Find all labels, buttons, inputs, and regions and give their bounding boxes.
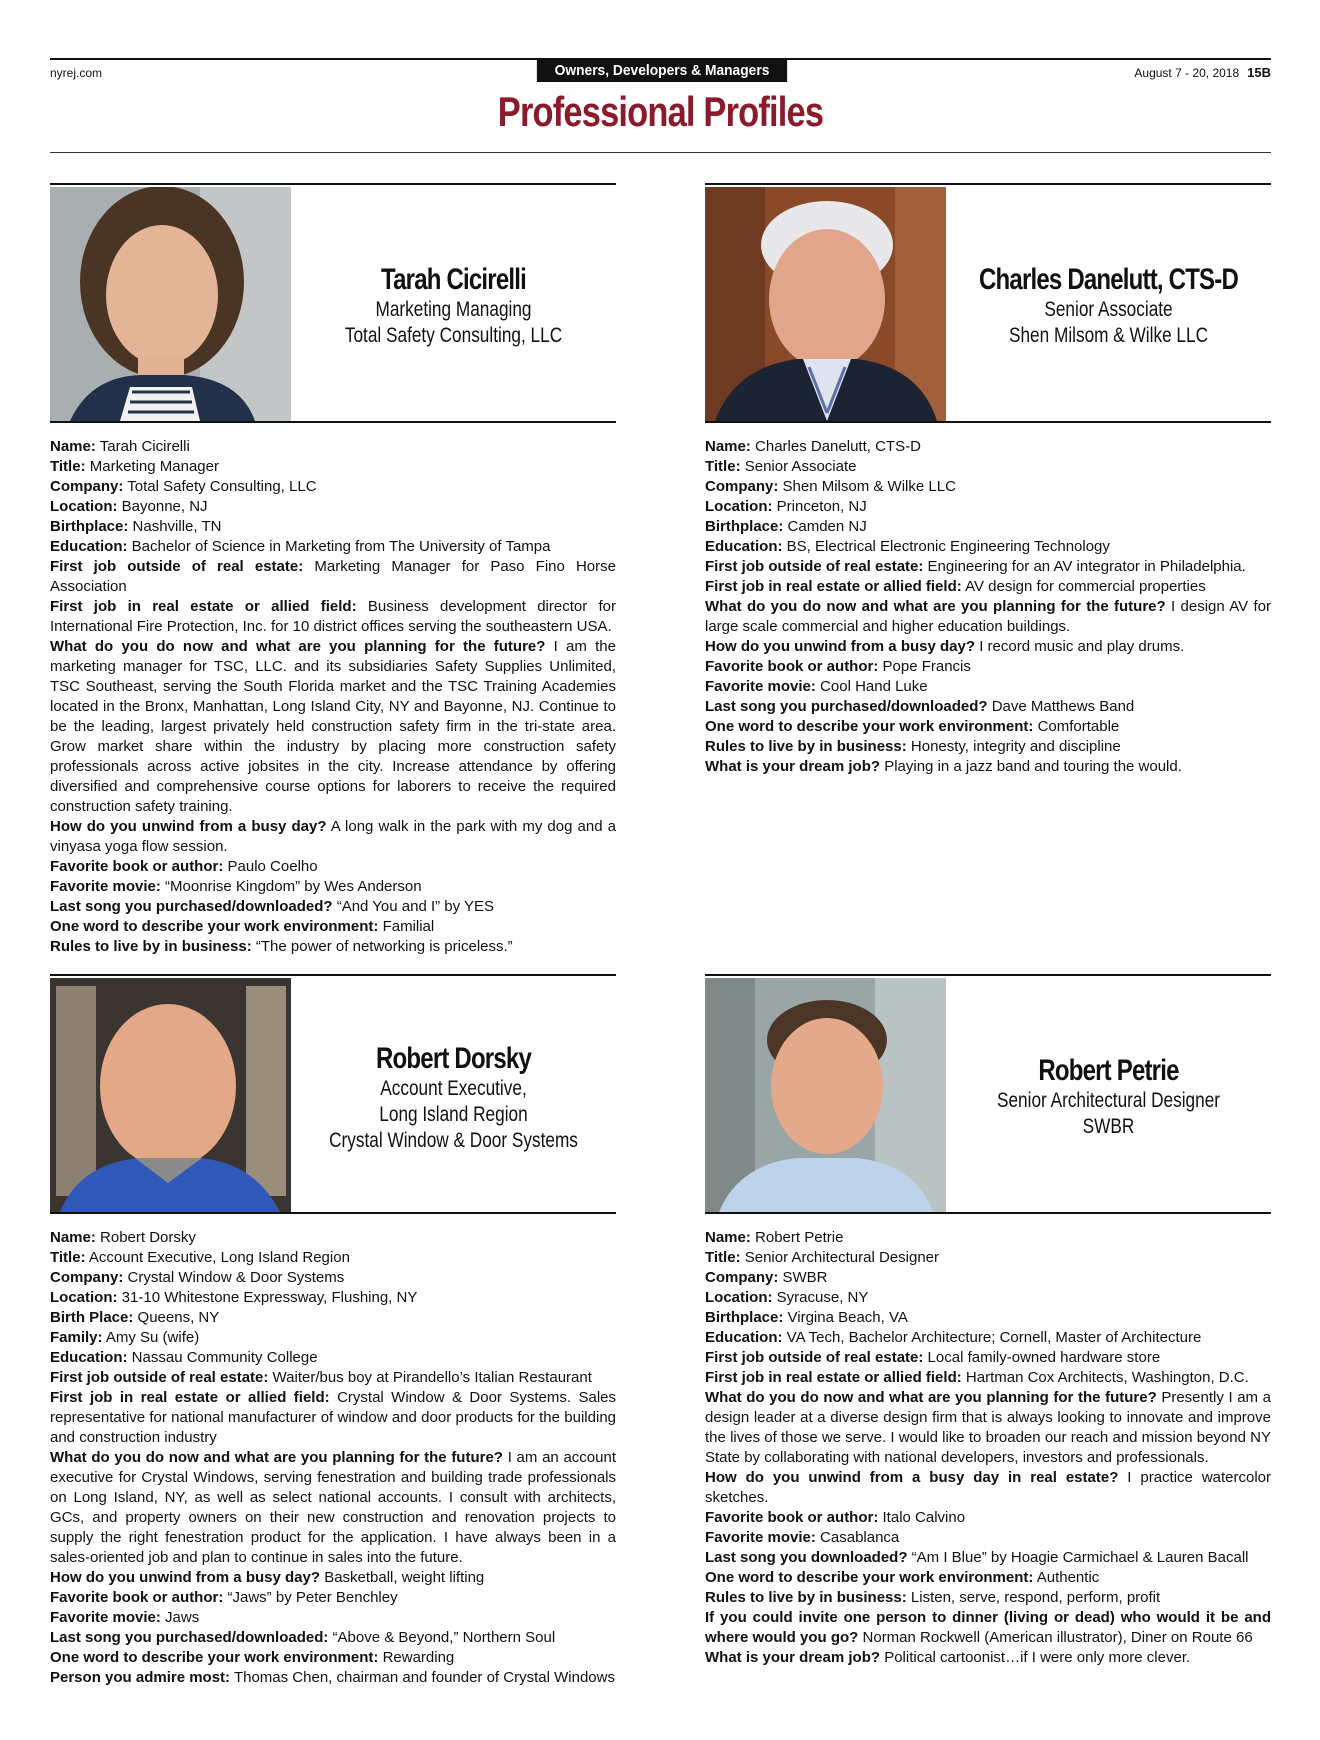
qa-answer: I am an account executive for Crystal Windows, serving fenestration and building trade professionals on Long Island, NY, as well as select national accounts. I consult with architects, GCs, and property owners on their new construction and renovation projects to supply the right fenestration product for the application. I have always been in a sales-oriented job and plan to continue in sales into the future.: [50, 1449, 616, 1566]
qa-question: Person you admire most:: [50, 1669, 231, 1686]
qa-item: [50, 537, 616, 557]
qa-answer: I practice watercolor sketches.: [705, 1469, 1272, 1506]
profile-qa: [50, 437, 616, 957]
qa-item: [50, 1288, 616, 1308]
qa-item: [705, 577, 1271, 597]
qa-question: How do you unwind from a busy day in real estate?: [705, 1469, 1119, 1486]
qa-question: Title:: [50, 1249, 86, 1266]
qa-question: First job outside of real estate:: [705, 558, 924, 575]
profile-qa: [705, 437, 1271, 777]
qa-question: Company:: [705, 478, 779, 495]
qa-answer: Rewarding: [382, 1649, 455, 1666]
qa-answer: Tarah Cicirelli: [99, 438, 190, 455]
qa-question: Name:: [50, 1229, 96, 1246]
profile-name: Charles Danelutt, CTS-D: [979, 263, 1238, 296]
qa-question: First job in real estate or allied field:: [705, 578, 962, 595]
qa-item: [50, 857, 616, 877]
qa-answer: Marketing Manager: [89, 458, 219, 475]
qa-item: [705, 1348, 1271, 1368]
qa-answer: Account Executive, Long Island Region: [88, 1249, 350, 1266]
qa-answer: Listen, serve, respond, perform, profit: [910, 1589, 1161, 1606]
qa-item: [50, 497, 616, 517]
qa-question: Education:: [50, 1349, 128, 1366]
qa-question: What is your dream job?: [705, 1649, 881, 1666]
qa-answer: Dave Matthews Band: [991, 698, 1135, 715]
qa-item: [705, 497, 1271, 517]
qa-question: Favorite movie:: [705, 678, 816, 695]
qa-question: Favorite movie:: [50, 1609, 161, 1626]
qa-question: Location:: [50, 1289, 118, 1306]
qa-answer: “And You and I” by YES: [336, 898, 495, 915]
qa-item: [705, 537, 1271, 557]
qa-answer: Playing in a jazz band and touring the would.: [884, 758, 1182, 775]
qa-answer: Hartman Cox Architects, Washington, D.C.: [965, 1369, 1249, 1386]
qa-item: [705, 1268, 1271, 1288]
qa-question: Title:: [705, 458, 741, 475]
qa-answer: Comfortable: [1037, 718, 1120, 735]
qa-item: [705, 1528, 1271, 1548]
qa-question: Title:: [705, 1249, 741, 1266]
qa-answer: 31-10 Whitestone Expressway, Flushing, NY: [121, 1289, 418, 1306]
profile-banner: [705, 183, 1271, 423]
profile-heading: [291, 1042, 616, 1154]
qa-item: [50, 517, 616, 537]
qa-answer: Camden NJ: [787, 518, 867, 535]
qa-item: [50, 1388, 616, 1448]
qa-item: [705, 697, 1271, 717]
qa-answer: “Above & Beyond,” Northern Soul: [332, 1629, 556, 1646]
profile-heading: [946, 1054, 1271, 1140]
qa-item: [50, 437, 616, 457]
qa-answer: Familial: [382, 918, 435, 935]
site-name: nyrej.com: [50, 66, 103, 80]
qa-answer: Nassau Community College: [131, 1349, 318, 1366]
qa-answer: I am the marketing manager for TSC, LLC. and its subsidiaries Safety Supplies Unlimited, TSC Southeast, serving the South Florida market and the TSC Training Academies located in the Bronx, Manhattan, Long Island City, NY and Bayonne, NJ. Continue to be the leading, largest privately held construction safety firm in the tri-state area. Grow market share within the industry by placing more construction safety professionals across active jobsites in the city. Increase attendance by offering diversified and comprehensive course options for laborers to receive the required construction safety training.: [50, 638, 616, 815]
qa-answer: Nashville, TN: [132, 518, 222, 535]
qa-item: [705, 737, 1271, 757]
qa-answer: I design AV for large scale commercial and higher education buildings.: [705, 598, 1271, 635]
qa-question: Title:: [50, 458, 86, 475]
qa-item: [705, 1388, 1271, 1468]
profile-role-line: Long Island Region: [379, 1103, 528, 1126]
qa-item: [50, 477, 616, 497]
qa-item: [50, 1348, 616, 1368]
qa-item: [50, 1648, 616, 1668]
qa-answer: Paulo Coelho: [227, 858, 318, 875]
qa-question: Birthplace:: [705, 518, 784, 535]
qa-question: One word to describe your work environment:: [50, 918, 379, 935]
qa-item: [705, 517, 1271, 537]
qa-question: One word to describe your work environment:: [50, 1649, 379, 1666]
qa-question: What do you do now and what are you planning for the future?: [705, 1389, 1157, 1406]
qa-item: [705, 1288, 1271, 1308]
qa-question: First job outside of real estate:: [50, 1369, 269, 1386]
profile-name: Tarah Cicirelli: [381, 263, 526, 296]
qa-item: [705, 1248, 1271, 1268]
qa-item: [705, 677, 1271, 697]
page-header: [50, 58, 1271, 84]
qa-item: [50, 1668, 616, 1688]
qa-question: First job in real estate or allied field:: [705, 1369, 962, 1386]
qa-question: How do you unwind from a busy day?: [705, 638, 976, 655]
qa-item: [705, 1588, 1271, 1608]
profile-banner: [50, 183, 616, 423]
qa-item: [705, 457, 1271, 477]
qa-answer: Virgina Beach, VA: [787, 1309, 908, 1326]
profile-role-line: Shen Milsom & Wilke LLC: [1008, 324, 1209, 347]
issue-date: [1134, 65, 1271, 80]
qa-answer: Norman Rockwell (American illustrator), Diner on Route 66: [862, 1629, 1253, 1646]
profile-name: Robert Petrie: [1038, 1054, 1179, 1087]
qa-question: One word to describe your work environment:: [705, 1569, 1034, 1586]
qa-answer: Syracuse, NY: [776, 1289, 869, 1306]
profile-heading: [946, 263, 1271, 349]
section-label: Owners, Developers & Managers: [537, 60, 787, 82]
profile-role-line: Total Safety Consulting, LLC: [344, 324, 563, 347]
qa-item: [50, 1228, 616, 1248]
qa-item: [50, 1568, 616, 1588]
qa-item: [50, 917, 616, 937]
portrait-photo: [50, 978, 291, 1212]
qa-answer: A long walk in the park with my dog and a vinyasa yoga flow session.: [50, 818, 616, 855]
qa-answer: “Jaws” by Peter Benchley: [227, 1589, 398, 1606]
qa-answer: Marketing Manager for Paso Fino Horse Association: [50, 558, 616, 595]
qa-answer: Presently I am a design leader at a diverse design firm that is always looking to innovate and improve the lives of those we serve. I would like to broaden our reach and mission beyond NY State by collaborating with national developers, investors and professionals.: [705, 1389, 1271, 1466]
qa-item: [705, 1328, 1271, 1348]
qa-question: What is your dream job?: [705, 758, 881, 775]
qa-item: [705, 477, 1271, 497]
qa-answer: Robert Petrie: [755, 1229, 844, 1246]
qa-item: [705, 757, 1271, 777]
qa-answer: Bayonne, NJ: [121, 498, 208, 515]
qa-answer: Local family-owned hardware store: [927, 1349, 1161, 1366]
qa-answer: Waiter/bus boy at Pirandello’s Italian Restaurant: [272, 1369, 592, 1386]
qa-answer: BS, Electrical Electronic Engineering Technology: [786, 538, 1110, 555]
qa-item: [50, 1628, 616, 1648]
qa-item: [705, 557, 1271, 577]
qa-answer: VA Tech, Bachelor Architecture; Cornell, Master of Architecture: [786, 1329, 1202, 1346]
profile-banner: [705, 974, 1271, 1214]
qa-answer: Business development director for International Fire Protection, Inc. for 10 district offices serving the southeastern USA.: [50, 598, 617, 635]
qa-question: Favorite book or author:: [50, 1589, 224, 1606]
qa-item: [50, 1248, 616, 1268]
qa-question: Birthplace:: [705, 1309, 784, 1326]
qa-item: [705, 437, 1271, 457]
qa-answer: Senior Architectural Designer: [744, 1249, 939, 1266]
qa-question: Education:: [50, 538, 128, 555]
qa-question: What do you do now and what are you planning for the future?: [705, 598, 1166, 615]
qa-question: Last song you purchased/downloaded:: [50, 1629, 329, 1646]
qa-answer: Shen Milsom & Wilke LLC: [782, 478, 956, 495]
qa-answer: “The power of networking is priceless.”: [255, 938, 513, 955]
profile-role-line: SWBR: [1082, 1115, 1135, 1138]
qa-item: [50, 557, 616, 597]
qa-question: Company:: [50, 1269, 124, 1286]
qa-question: Rules to live by in business:: [705, 738, 907, 755]
qa-item: [50, 1588, 616, 1608]
qa-question: Last song you downloaded?: [705, 1549, 908, 1566]
profile-role-line: Senior Architectural Designer: [996, 1089, 1221, 1112]
qa-item: [50, 1448, 616, 1568]
qa-question: How do you unwind from a busy day?: [50, 1569, 321, 1586]
qa-item: [705, 1308, 1271, 1328]
qa-item: [50, 1268, 616, 1288]
profile-role-line: Crystal Window & Door Systems: [329, 1129, 578, 1152]
qa-question: Company:: [50, 478, 124, 495]
qa-item: [705, 1568, 1271, 1588]
qa-answer: Princeton, NJ: [776, 498, 867, 515]
qa-answer: Charles Danelutt, CTS-D: [755, 438, 921, 455]
qa-answer: Total Safety Consulting, LLC: [127, 478, 317, 495]
qa-question: Favorite book or author:: [705, 1509, 879, 1526]
qa-question: Name:: [50, 438, 96, 455]
qa-question: First job outside of real estate:: [50, 558, 304, 575]
profile-banner: [50, 974, 616, 1214]
profile-name: Robert Dorsky: [376, 1042, 531, 1075]
profile-qa: [50, 1228, 616, 1688]
qa-question: Company:: [705, 1269, 779, 1286]
qa-answer: Honesty, integrity and discipline: [910, 738, 1121, 755]
qa-answer: “Moonrise Kingdom” by Wes Anderson: [165, 878, 422, 895]
qa-question: Favorite movie:: [50, 878, 161, 895]
qa-question: Name:: [705, 438, 751, 455]
qa-item: [50, 457, 616, 477]
qa-item: [705, 717, 1271, 737]
qa-item: [50, 1328, 616, 1348]
page-title: Professional Profiles: [497, 88, 824, 135]
qa-answer: Robert Dorsky: [100, 1229, 196, 1246]
profile-qa: [705, 1228, 1271, 1668]
qa-item: [50, 897, 616, 917]
qa-question: Rules to live by in business:: [705, 1589, 907, 1606]
qa-question: Favorite book or author:: [705, 658, 879, 675]
qa-question: Name:: [705, 1229, 751, 1246]
qa-answer: Amy Su (wife): [105, 1329, 200, 1346]
profile-role-line: Marketing Managing: [375, 298, 532, 321]
qa-answer: Pope Francis: [882, 658, 971, 675]
profile-charles-danelutt: [705, 183, 1271, 777]
qa-answer: Political cartoonist…if I were only more clever.: [884, 1649, 1191, 1666]
qa-item: [705, 597, 1271, 637]
qa-question: Education:: [705, 538, 783, 555]
qa-item: [705, 1508, 1271, 1528]
qa-question: First job outside of real estate:: [705, 1349, 924, 1366]
qa-answer: Italo Calvino: [882, 1509, 966, 1526]
qa-item: [705, 1648, 1271, 1668]
qa-answer: Bachelor of Science in Marketing from The University of Tampa: [131, 538, 551, 555]
portrait-photo: [50, 187, 291, 421]
qa-question: One word to describe your work environment:: [705, 718, 1034, 735]
qa-question: What do you do now and what are you planning for the future?: [50, 1449, 503, 1466]
qa-item: [705, 1548, 1271, 1568]
qa-answer: Crystal Window & Door Systems: [127, 1269, 345, 1286]
portrait-photo: [705, 187, 946, 421]
qa-item: [50, 1368, 616, 1388]
qa-answer: Basketball, weight lifting: [324, 1569, 485, 1586]
title-divider: [50, 152, 1271, 153]
qa-question: Education:: [705, 1329, 783, 1346]
qa-question: First job in real estate or allied field:: [50, 1389, 330, 1406]
qa-answer: Authentic: [1036, 1569, 1100, 1586]
issue-date-text: August 7 - 20, 2018: [1134, 66, 1240, 80]
qa-question: Location:: [705, 498, 773, 515]
qa-answer: Queens, NY: [137, 1309, 220, 1326]
qa-question: Favorite book or author:: [50, 858, 224, 875]
qa-question: Birth Place:: [50, 1309, 134, 1326]
profile-robert-petrie: [705, 974, 1271, 1668]
qa-question: Location:: [50, 498, 118, 515]
qa-answer: “Am I Blue” by Hoagie Carmichael & Lauren Bacall: [911, 1549, 1249, 1566]
qa-question: First job in real estate or allied field:: [50, 598, 357, 615]
qa-item: [50, 937, 616, 957]
qa-answer: Senior Associate: [744, 458, 857, 475]
qa-answer: I record music and play drums.: [979, 638, 1185, 655]
qa-answer: Casablanca: [820, 1529, 900, 1546]
qa-answer: Engineering for an AV integrator in Philadelphia.: [927, 558, 1246, 575]
qa-answer: Cool Hand Luke: [820, 678, 928, 695]
qa-answer: Crystal Window & Door Systems. Sales representative for national manufacturer of window and door products for the building and construction industry: [50, 1389, 617, 1446]
qa-answer: Jaws: [165, 1609, 200, 1626]
qa-question: Location:: [705, 1289, 773, 1306]
qa-item: [705, 657, 1271, 677]
qa-answer: SWBR: [782, 1269, 828, 1286]
qa-question: What do you do now and what are you planning for the future?: [50, 638, 546, 655]
profile-role-line: Account Executive,: [380, 1077, 527, 1100]
page-number: 15B: [1247, 65, 1271, 80]
qa-question: If you could invite one person to dinner (living or dead) who would it be and where would you go?: [705, 1609, 1271, 1646]
profile-role-line: Senior Associate: [1044, 298, 1173, 321]
qa-answer: AV design for commercial properties: [965, 578, 1206, 595]
qa-question: Favorite movie:: [705, 1529, 816, 1546]
qa-item: [705, 637, 1271, 657]
qa-question: How do you unwind from a busy day?: [50, 818, 327, 835]
portrait-photo: [705, 978, 946, 1212]
qa-answer: Thomas Chen, chairman and founder of Crystal Windows: [233, 1669, 615, 1686]
qa-question: Birthplace:: [50, 518, 129, 535]
qa-item: [50, 1308, 616, 1328]
qa-question: Last song you purchased/downloaded?: [50, 898, 333, 915]
profile-heading: [291, 263, 616, 349]
qa-item: [50, 817, 616, 857]
qa-item: [705, 1368, 1271, 1388]
qa-item: [705, 1228, 1271, 1248]
qa-question: Rules to live by in business:: [50, 938, 252, 955]
qa-item: [705, 1468, 1271, 1508]
qa-question: Family:: [50, 1329, 103, 1346]
qa-item: [705, 1608, 1271, 1648]
qa-item: [50, 877, 616, 897]
qa-item: [50, 1608, 616, 1628]
profile-robert-dorsky: [50, 974, 616, 1688]
qa-question: Last song you purchased/downloaded?: [705, 698, 988, 715]
qa-item: [50, 637, 616, 817]
qa-item: [50, 597, 616, 637]
profile-tarah-cicirelli: [50, 183, 616, 957]
